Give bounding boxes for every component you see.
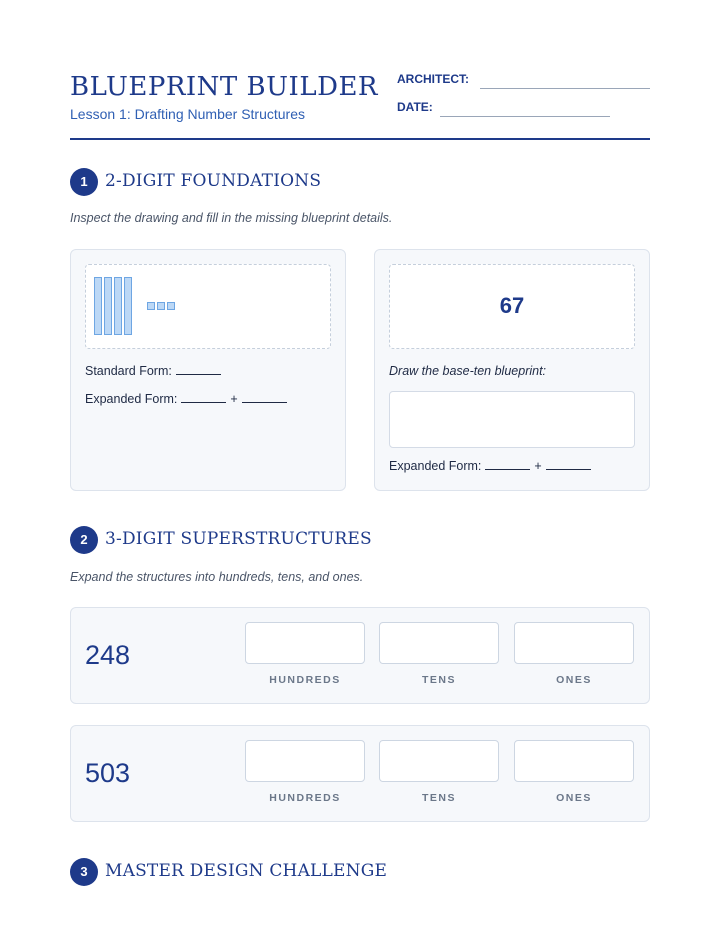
ten-rod: [114, 277, 122, 335]
expanded-form-blank-tens[interactable]: [181, 392, 226, 403]
section-1-title: 2-DIGIT FOUNDATIONS: [105, 171, 322, 191]
worksheet-title: BLUEPRINT BUILDER: [70, 72, 378, 102]
hundreds-label: HUNDREDS: [269, 674, 341, 686]
tens-label: TENS: [421, 674, 456, 686]
ones-label: ONES: [556, 674, 592, 686]
ten-rod: [124, 277, 132, 335]
hundreds-label: HUNDREDS: [269, 792, 341, 804]
section-3-title: MASTER DESIGN CHALLENGE: [105, 861, 388, 881]
ones-label: ONES: [556, 792, 592, 804]
architect-label: ARCHITECT:: [397, 72, 469, 86]
section-1-number: 1: [70, 168, 98, 196]
plus-sign: +: [230, 392, 238, 406]
drawing-area[interactable]: [389, 391, 635, 448]
expansion-row: [70, 607, 650, 704]
foundation-card-1: [70, 249, 346, 491]
standard-form-row: [85, 364, 225, 378]
tens-label: TENS: [421, 792, 456, 804]
expanded-form-label: Expanded Form:: [85, 392, 178, 406]
worksheet-page: [70, 0, 650, 932]
expanded-form-blank-tens[interactable]: [485, 459, 530, 470]
expanded-form-blank-ones[interactable]: [546, 459, 591, 470]
structure-number: 248: [85, 640, 131, 670]
section-2-number: 2: [70, 526, 98, 554]
unit-cube: [167, 302, 175, 310]
section-1-instruction: Inspect the drawing and fill in the missing blueprint details.: [70, 211, 393, 225]
base-ten-drawing: [85, 264, 331, 349]
unit-cube: [157, 302, 165, 310]
standard-form-label: Standard Form:: [85, 364, 172, 378]
tens-input[interactable]: [379, 622, 499, 664]
expanded-form-row: [389, 459, 595, 473]
expanded-form-blank-ones[interactable]: [242, 392, 287, 403]
lesson-subtitle: Lesson 1: Drafting Number Structures: [70, 106, 305, 122]
target-number: 67: [499, 293, 525, 318]
date-field[interactable]: [440, 116, 610, 117]
section-2-title: 3-DIGIT SUPERSTRUCTURES: [105, 529, 372, 549]
ten-rod: [94, 277, 102, 335]
standard-form-blank[interactable]: [176, 364, 221, 375]
unit-cube: [147, 302, 155, 310]
draw-prompt: Draw the base-ten blueprint:: [389, 364, 547, 378]
expanded-form-label: Expanded Form:: [389, 459, 482, 473]
worksheet-header: [70, 66, 650, 140]
section-3-number: 3: [70, 858, 98, 886]
structure-number: 503: [85, 758, 131, 788]
ones-input[interactable]: [514, 622, 634, 664]
ten-rod: [104, 277, 112, 335]
architect-field[interactable]: [480, 88, 650, 89]
section-2-instruction: Expand the structures into hundreds, tens, and ones.: [70, 570, 364, 584]
plus-sign: +: [534, 459, 542, 473]
expansion-row: [70, 725, 650, 822]
ones-input[interactable]: [514, 740, 634, 782]
hundreds-input[interactable]: [245, 622, 365, 664]
number-display: [389, 264, 635, 349]
tens-input[interactable]: [379, 740, 499, 782]
expanded-form-row: [85, 392, 291, 406]
hundreds-input[interactable]: [245, 740, 365, 782]
foundation-card-2: [374, 249, 650, 491]
date-label: DATE:: [397, 100, 433, 114]
